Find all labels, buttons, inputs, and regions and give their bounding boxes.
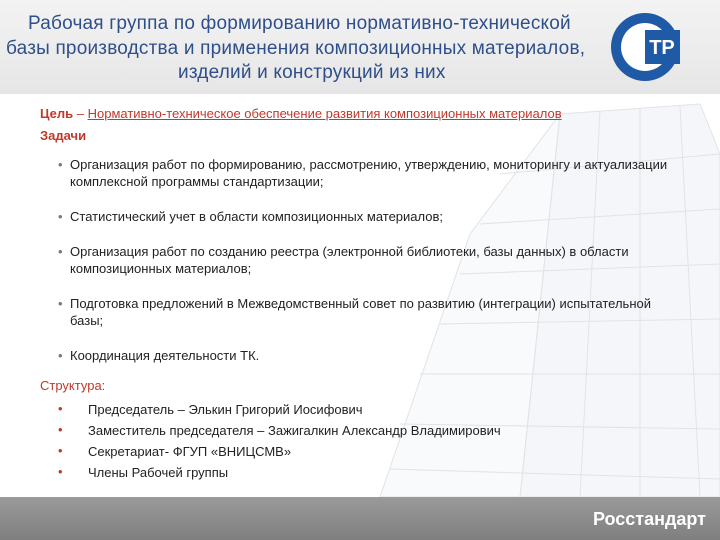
slide-header — [0, 0, 720, 94]
bullet: • — [58, 348, 63, 363]
structure-text: Секретариат- ФГУП «ВНИЦСМВ» — [88, 444, 292, 459]
task-text: Организация работ по формированию, рассмотрению, утверждению, мониторингу и актуализации комплексной программы стандартизации; — [70, 157, 668, 189]
slide-footer — [0, 497, 720, 540]
structure-text: Члены Рабочей группы — [88, 465, 229, 480]
bullet: • — [58, 443, 63, 458]
slide-title-line-2: базы производства и применения композиционных материалов, — [6, 38, 586, 59]
str-logo-icon — [610, 12, 680, 82]
structure-text: Заместитель председателя – Зажигалкин Александр Владимирович — [88, 423, 501, 438]
goal-separator: – — [73, 106, 88, 121]
goal-line — [40, 105, 562, 122]
slide-title-line-3: изделий и конструкций из них — [178, 62, 446, 83]
logo-text: ТР — [649, 37, 675, 59]
task-text: Организация работ по созданию реестра (электронной библиотеки, базы данных) в области композиционных материалов; — [70, 244, 629, 276]
goal-label: Цель — [40, 106, 74, 121]
bullet: • — [58, 401, 63, 416]
bullet: • — [58, 209, 63, 224]
slide-title-line-1: Рабочая группа по формированию нормативно-технической — [28, 13, 571, 34]
structure-text: Председатель – Элькин Григорий Иосифович — [88, 402, 363, 417]
bullet: • — [58, 296, 63, 311]
structure-heading: Структура: — [40, 378, 106, 393]
slide-content — [0, 94, 720, 497]
bullet: • — [58, 422, 63, 437]
footer-brand: Росстандарт — [592, 509, 706, 529]
bullet: • — [58, 464, 63, 479]
task-text: Координация деятельности ТК. — [70, 348, 260, 363]
bullet: • — [58, 244, 63, 259]
task-text: Подготовка предложений в Межведомственный совет по развитию (интеграции) испытательной базы; — [70, 296, 651, 328]
bullet: • — [58, 157, 63, 172]
tasks-heading: Задачи — [40, 128, 87, 143]
goal-text: Нормативно-техническое обеспечение развития композиционных материалов — [87, 106, 562, 121]
task-text: Статистический учет в области композиционных материалов; — [70, 209, 444, 224]
